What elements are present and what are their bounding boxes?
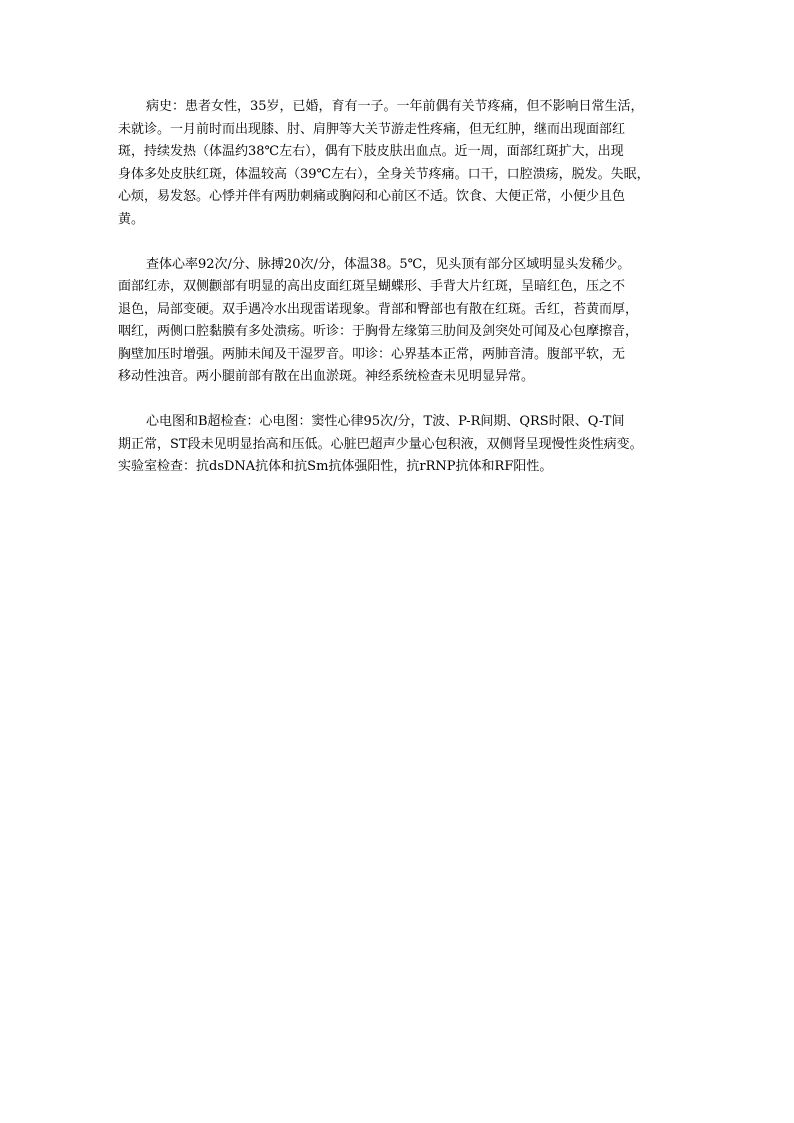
text-line: 心电图和B超检查：心电图：窦性心律95次/分，T波、P-R间期、QRS时限、Q-T间 [146, 414, 625, 429]
text-line: 未就诊。一月前时而出现膝、肘、肩胛等大关节游走性疼痛，但无红肿，继而出现面部红 [118, 121, 626, 137]
text-line: 胸壁加压时增强。两肺未闻及干湿罗音。叩诊：心界基本正常，两肺音清。腹部平软，无 [118, 346, 626, 362]
text-line: 移动性浊音。两小腿前部有散在出血淤斑。神经系统检查未见明显异常。 [118, 369, 535, 384]
text-line: 身体多处皮肤红斑，体温较高（39℃左右），全身关节疼痛。口干，口腔溃疡，脱发。失眠， [118, 166, 650, 182]
document-body [118, 96, 678, 501]
paragraph-medical-history [118, 96, 678, 231]
text-line: 面部红赤，双侧颧部有明显的高出皮面红斑呈蝴蝶形、手背大片红斑，呈暗红色，压之不 [118, 279, 626, 294]
text-line: 病史：患者女性，35岁，已婚，育有一子。一年前偶有关节疼痛，但不影响日常生活， [146, 99, 644, 114]
paragraph-lab-tests [118, 411, 678, 479]
text-line: 咽红，两侧口腔黏膜有多处溃疡。听诊：于胸骨左缘第三肋间及剑突处可闻及心包摩擦音， [118, 324, 639, 339]
text-line: 黄。 [118, 211, 145, 227]
paragraph-physical-exam [118, 254, 678, 389]
text-line: 查体心率92次/分、脉搏20次/分，体温38。5℃，见头顶有部分区域明显头发稀少。 [146, 256, 631, 272]
text-line: 退色，局部变硬。双手遇冷水出现雷诺现象。背部和臀部也有散在红斑。舌红，苔黄而厚， [118, 301, 639, 317]
text-line: 实验室检查：抗dsDNA抗体和抗Sm抗体强阳性，抗rRNP抗体和RF阳性。 [118, 459, 553, 474]
text-line: 期正常，ST段未见明显抬高和压低。心脏巴超声少量心包积液，双侧肾呈现慢性炎性病变。 [118, 436, 643, 452]
text-line: 心烦，易发怒。心悸并伴有两肋刺痛或胸闷和心前区不适。饮食、大便正常，小便少且色 [118, 189, 626, 204]
text-line: 斑，持续发热（体温约38℃左右），偶有下肢皮肤出血点。近一周，面部红斑扩大，出现 [118, 144, 624, 159]
